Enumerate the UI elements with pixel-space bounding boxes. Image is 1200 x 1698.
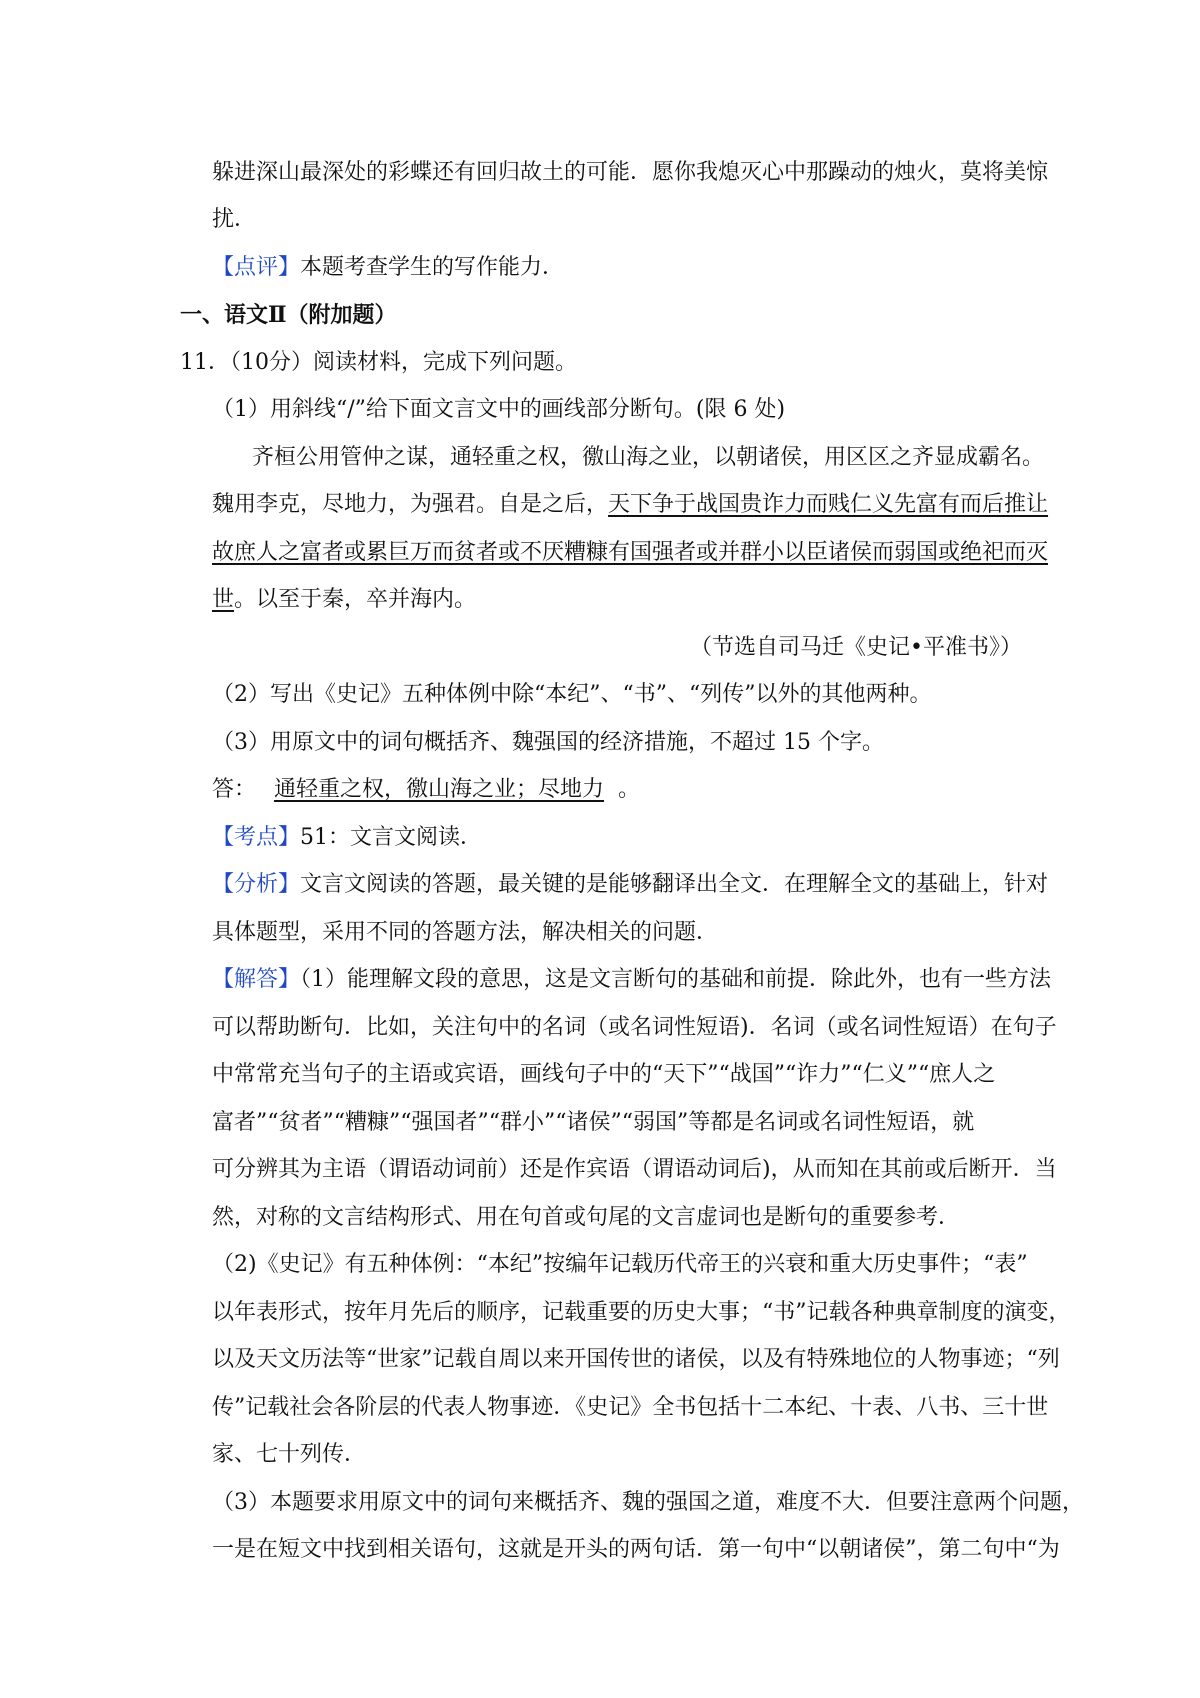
- kaodian-text: 51：文言文阅读．: [300, 825, 483, 850]
- question-11-part-3: （3）用原文中的词句概括齐、魏强国的经济措施，不超过 15 个字。: [212, 730, 884, 755]
- paragraph-line: 以年表形式，按年月先后的顺序，记载重要的历史大事；“书”记载各种典章制度的演变，: [212, 1300, 1071, 1325]
- paragraph-line: （2)《史记》有五种体例：“本纪”按编年记载历代帝王的兴衰和重大历史事件；“表”: [212, 1252, 1028, 1277]
- jieda-text: （1）能理解文段的意思，这是文言断句的基础和前提．除此外，也有一些方法: [300, 967, 1052, 992]
- review-tag: 【点评】: [212, 255, 301, 280]
- review-line: [212, 253, 564, 283]
- passage-line: [212, 490, 1048, 520]
- paragraph-line: 可分辨其为主语（谓语动词前）还是作宾语（谓语动词后)，从而知在其前或后断开．当: [212, 1157, 1057, 1182]
- answer-label: 答：: [212, 777, 257, 802]
- jieda-tag: 【解答】: [212, 967, 301, 992]
- paragraph-line: 躲进深山最深处的彩蝶还有回归故土的可能．愿你我熄灭心中那躁动的烛火，莫将美惊: [212, 160, 1049, 185]
- jieda-line: [212, 965, 1051, 995]
- paragraph-line: 一是在短文中找到相关语句，这就是开头的两句话．第一句中“以朝诸侯”，第二句中“为: [212, 1537, 1060, 1562]
- source-citation: （节选自司马迁《史记•平准书》）: [690, 635, 1022, 660]
- fenxi-tag: 【分析】: [212, 872, 301, 897]
- paragraph-line: 然，对称的文言结构形式、用在句首或句尾的文言虚词也是断句的重要参考．: [212, 1205, 961, 1230]
- answer-line: [212, 775, 640, 805]
- paragraph-line: 中常常充当句子的主语或宾语，画线句子中的“天下”“战国”“诈力”“仁义”“庶人之: [212, 1062, 996, 1087]
- kaodian-tag: 【考点】: [212, 825, 301, 850]
- passage-line: [212, 585, 476, 615]
- paragraph-line: （3）本题要求用原文中的词句来概括齐、魏的强国之道，难度不大．但要注意两个问题，: [212, 1490, 1085, 1515]
- paragraph-line: 富者”“贫者”“糟糠”“强国者”“群小”“诸侯”“弱国”等都是名词或名词性短语，就: [212, 1110, 975, 1135]
- paragraph-line: 传”记载社会各阶层的代表人物事迹．《史记》全书包括十二本纪、十表、八书、三十世: [212, 1395, 1049, 1420]
- underlined-passage: 世: [212, 587, 235, 612]
- paragraph-line: 可以帮助断句．比如，关注句中的名词（或名词性短语)．名词（或名词性短语）在句子: [212, 1015, 1057, 1040]
- passage-text: 。以至于秦，卒并海内。: [234, 587, 477, 612]
- question-11: 11．（10分）阅读材料，完成下列问题。: [180, 350, 577, 375]
- underlined-passage: 天下争于战国贵诈力而贱仁义先富有而后推让: [608, 492, 1049, 517]
- review-text: 本题考查学生的写作能力．: [300, 255, 565, 280]
- question-11-part-2: （2）写出《史记》五种体例中除“本纪”、“书”、“列传”以外的其他两种。: [212, 682, 932, 707]
- passage-line: 齐桓公用管仲之谋，通轻重之权，徼山海之业，以朝诸侯，用区区之齐显成霸名。: [252, 445, 1045, 470]
- answer-end: 。: [618, 777, 641, 802]
- paragraph-line: 家、七十列传．: [212, 1442, 367, 1467]
- paragraph-line: 扰．: [212, 207, 257, 232]
- answer-value: 通轻重之权，徼山海之业；尽地力: [274, 777, 605, 802]
- section-title: 一、语文Ⅱ（附加题）: [180, 302, 397, 328]
- question-11-part-1: （1）用斜线“/”给下面文言文中的画线部分断句。(限 6 处): [212, 397, 786, 422]
- fenxi-line: [212, 870, 1048, 900]
- paragraph-line: 以及天文历法等“世家”记载自周以来开国传世的诸侯，以及有特殊地位的人物事迹；“列: [212, 1347, 1060, 1372]
- fenxi-text: 文言文阅读的答题，最关键的是能够翻译出全文．在理解全文的基础上，针对: [300, 872, 1049, 897]
- paragraph-line: 具体题型，采用不同的答题方法，解决相关的问题．: [212, 920, 719, 945]
- kaodian-line: [212, 823, 482, 853]
- passage-text: 魏用李克，尽地力，为强君。自是之后，: [212, 492, 609, 517]
- underlined-passage: 故庶人之富者或累巨万而贫者或不厌糟糠有国强者或并群小以臣诸侯而弱国或绝祀而灭: [212, 540, 1049, 565]
